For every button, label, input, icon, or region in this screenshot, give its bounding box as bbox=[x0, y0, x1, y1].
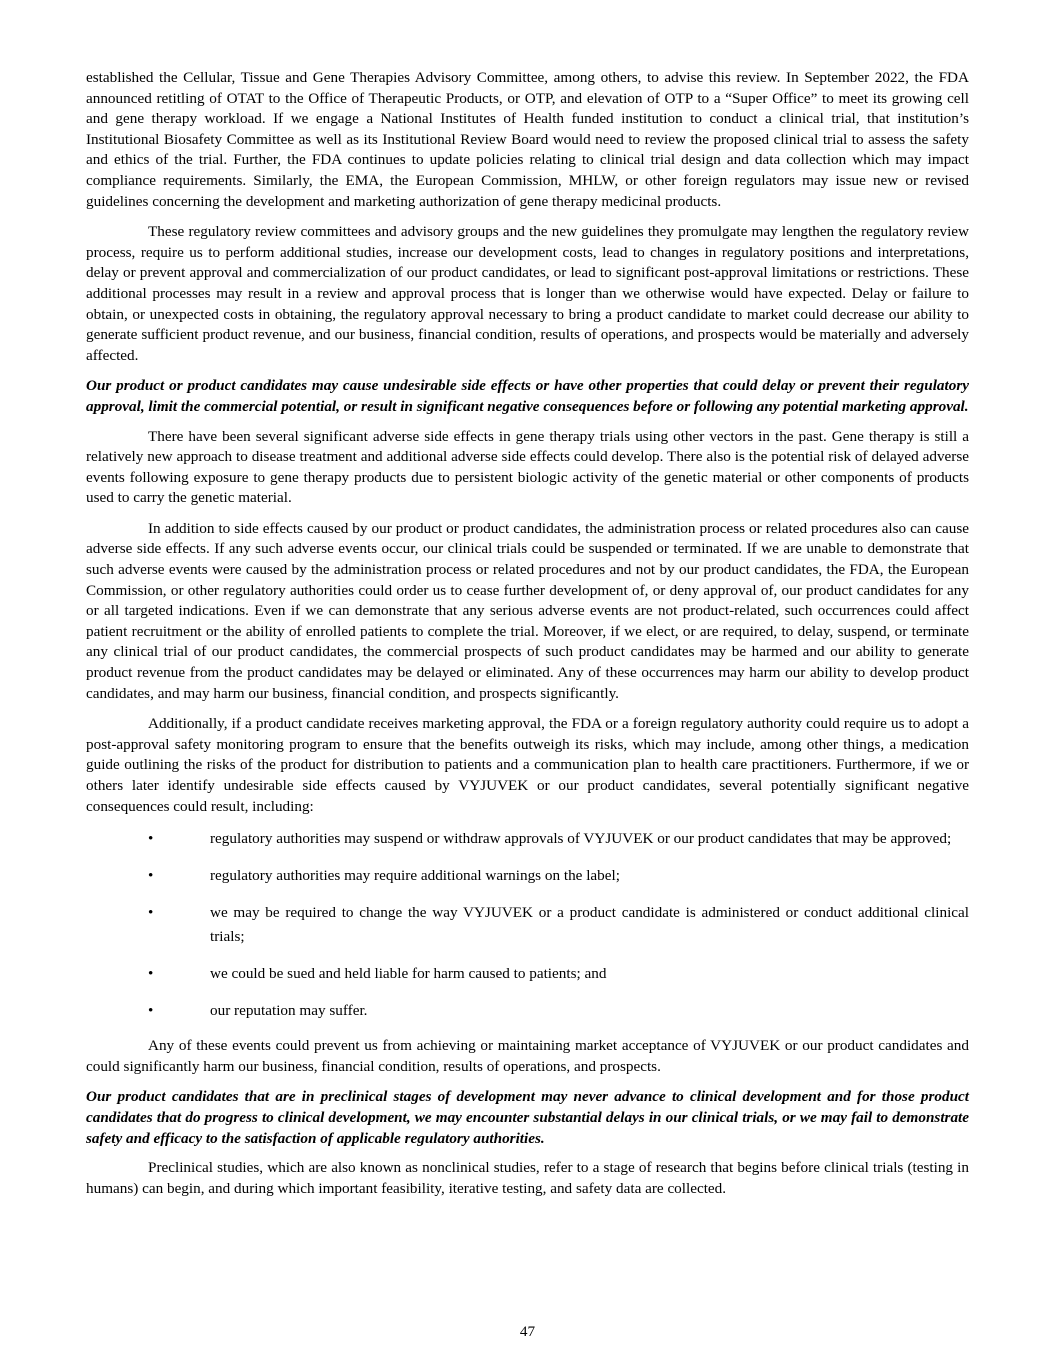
consequences-list bbox=[86, 827, 969, 1023]
section-heading-preclinical: Our product candidates that are in preclinical stages of development may never advance to clinical development and for those product candidates that do progress to clinical development, we may encounter substantial delays in our clinical trials, or we may fail to demonstrate safety and efficacy to the satisfaction of applicable regulatory authorities. bbox=[86, 1088, 969, 1147]
list-item-text: we may be required to change the way VYJUVEK or a product candidate is administered or conduct additional clinical trials; bbox=[210, 904, 969, 946]
list-item bbox=[86, 901, 969, 949]
paragraph-post-approval-monitoring: Additionally, if a product candidate receives marketing approval, the FDA or a foreign regulatory authority could require us to adopt a post-approval safety monitoring program to ensure that the benefits outweigh its risks, which may include, among other things, a medication guide outlining the risks of the product for distribution to patients and a communication plan to health care practitioners. Furthermore, if we or others later identify undesirable side effects caused by VYJUVEK or our product candidates, several potentially significant negative consequences could result, including: bbox=[86, 715, 969, 815]
section-heading-side-effects: Our product or product candidates may cause undesirable side effects or have other properties that could delay or prevent their regulatory approval, limit the commercial potential, or result in significant negative consequences before or following any potential marketing approval. bbox=[86, 377, 969, 415]
paragraph-regulatory-review: These regulatory review committees and advisory groups and the new guidelines they promulgate may lengthen the regulatory review process, require us to perform additional studies, increase our development costs, lead to changes in regulatory positions and interpretations, delay or prevent approval and commercialization of our product candidates, or lead to significant post-approval limitations or restrictions. These additional processes may result in a review and approval process that is longer than we otherwise would have expected. Delay or failure to obtain, or unexpected costs in obtaining, the regulatory approval necessary to bring a product candidate to market could decrease our ability to generate sufficient product revenue, and our business, financial condition, results of operations, and prospects would be materially and adversely affected. bbox=[86, 223, 969, 364]
list-item-text: our reputation may suffer. bbox=[210, 1002, 368, 1020]
paragraph-administration-process: In addition to side effects caused by our product or product candidates, the administration process or related procedures also can cause adverse side effects. If any such adverse events occur, our clinical trials could be suspended or terminated. If we are unable to demonstrate that such adverse events were caused by the administration process or related procedures and not by our product candidates, the FDA, the European Commission, or other regulatory authorities could order us to cease further development of, or deny approval of, our product candidates for any or all targeted indications. Even if we can demonstrate that any serious adverse events are not product-related, such occurrences could affect patient recruitment or the ability of enrolled patients to complete the trial. Moreover, if we elect, or are required, to delay, suspend, or terminate any clinical trial of our product candidates, the commercial prospects of such product candidates may be harmed and our ability to generate product revenue from the product candidates may be delayed or eliminated. Any of these occurrences may harm our ability to develop product candidates, and may harm our business, financial condition, and prospects significantly. bbox=[86, 519, 969, 702]
paragraph-market-acceptance: Any of these events could prevent us from achieving or maintaining market acceptance of VYJUVEK or our product candidates and could significantly harm our business, financial condition, results of operations, and prospects. bbox=[86, 1037, 969, 1075]
bullet-icon: • bbox=[148, 830, 154, 848]
bullet-icon: • bbox=[148, 1002, 154, 1020]
document-page bbox=[86, 68, 969, 1209]
list-item bbox=[86, 864, 969, 888]
list-item-text: regulatory authorities may suspend or withdraw approvals of VYJUVEK or our product candidates that may be approved; bbox=[210, 830, 952, 848]
list-item bbox=[86, 827, 969, 851]
list-item-text: we could be sued and held liable for harm caused to patients; and bbox=[210, 965, 607, 983]
paragraph-adverse-effects: There have been several significant adverse side effects in gene therapy trials using other vectors in the past. Gene therapy is still a relatively new approach to disease treatment and additional adverse side effects could develop. There also is the potential risk of delayed adverse events following exposure to gene therapy products due to persistent biologic activity of the genetic material or other components of products used to carry the genetic material. bbox=[86, 427, 969, 507]
page-number: 47 bbox=[519, 1323, 536, 1340]
paragraph-advisory-committee: established the Cellular, Tissue and Gene Therapies Advisory Committee, among others, to advise this review. In September 2022, the FDA announced retitling of OTAT to the Office of Therapeutic Products, or OTP, and elevation of OTP to a “Super Office” to meet its growing cell and gene therapy workload. If we engage a National Institutes of Health funded institution to conduct a clinical trial, that institution’s Institutional Biosafety Committee as well as its Institutional Review Board would need to review the proposed clinical trial to assess the safety and ethics of the trial. Further, the FDA continues to update policies relating to clinical trial design and data collection which may impact compliance requirements. Similarly, the EMA, the European Commission, MHLW, or other foreign regulators may issue new or revised guidelines concerning the development and marketing authorization of gene therapy medicinal products. bbox=[86, 69, 969, 210]
paragraph-preclinical-studies: Preclinical studies, which are also known as nonclinical studies, refer to a stage of research that begins before clinical trials (testing in humans) can begin, and during which important feasibility, iterative testing, and safety data are collected. bbox=[86, 1159, 969, 1197]
list-item bbox=[86, 962, 969, 986]
bullet-icon: • bbox=[148, 965, 154, 983]
list-item bbox=[86, 999, 969, 1023]
list-item-text: regulatory authorities may require additional warnings on the label; bbox=[210, 867, 620, 885]
bullet-icon: • bbox=[148, 867, 154, 885]
bullet-icon: • bbox=[148, 904, 154, 922]
